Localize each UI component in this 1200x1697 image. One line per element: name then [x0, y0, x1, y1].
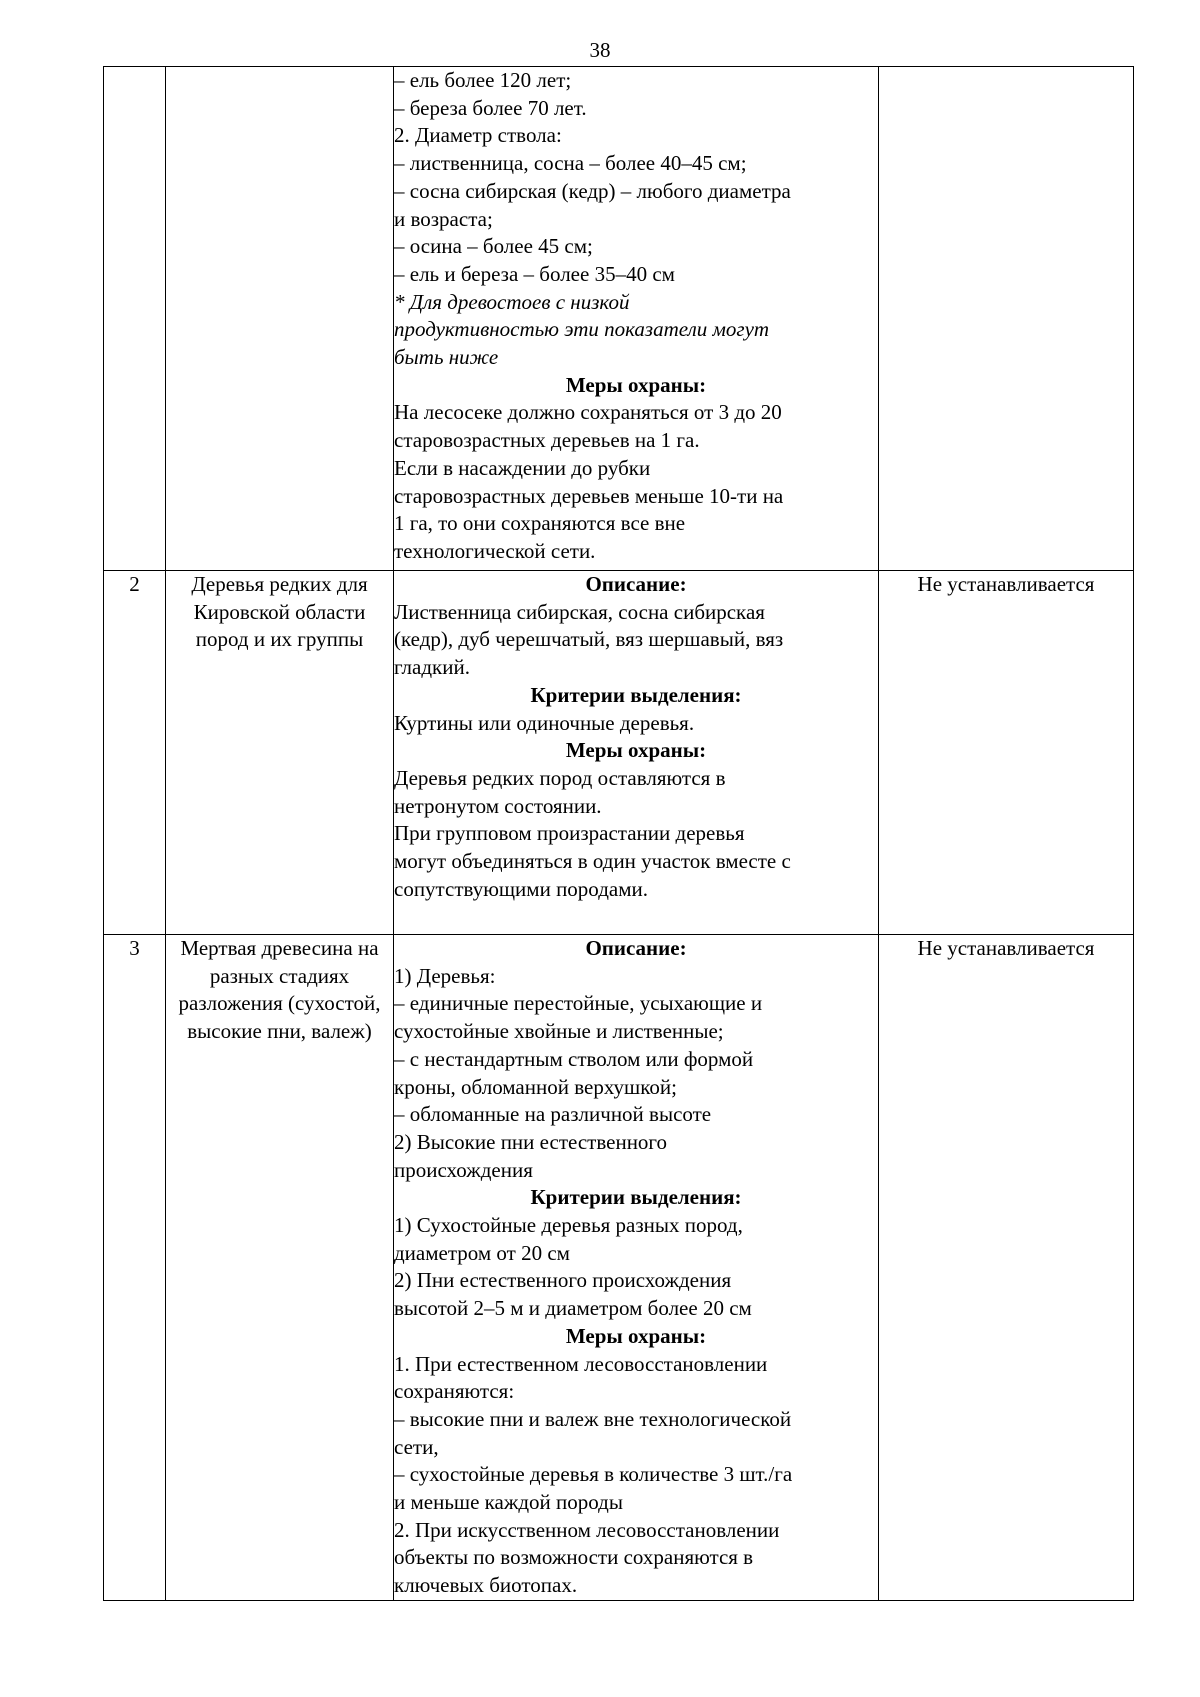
- description-line: – единичные перестойные, усыхающие и: [394, 991, 763, 1016]
- description-cell: [394, 571, 879, 935]
- section-heading: Описание:: [585, 936, 687, 960]
- description-line: высотой 2–5 м и диаметром более 20 см: [394, 1296, 752, 1321]
- description-line: 1 га, то они сохраняются все вне: [394, 511, 686, 536]
- description-cell: [394, 935, 879, 1601]
- row-number: [104, 67, 166, 571]
- description-cell: [394, 67, 879, 571]
- section-heading: Меры охраны:: [565, 372, 707, 397]
- description-line: – ель и береза – более 35–40 см: [394, 261, 675, 286]
- footnote-line: * Для древостоев с низкой: [394, 289, 630, 314]
- object-name: Деревья редких для Кировской области пород и их группы: [166, 571, 394, 935]
- description-line: Если в насаждении до рубки: [394, 455, 651, 480]
- description-line: – сосна сибирская (кедр) – любого диаметра: [394, 178, 791, 203]
- table-row: [104, 935, 1134, 1601]
- description-line: Куртины или одиночные деревья.: [394, 710, 695, 735]
- description-line: 1. При естественном лесовосстановлении: [394, 1351, 768, 1376]
- description-line: ключевых биотопах.: [394, 1573, 578, 1598]
- description-line: (кедр), дуб черешчатый, вяз шершавый, вяз: [394, 627, 784, 652]
- description-line: 2) Пни естественного происхождения: [394, 1268, 732, 1293]
- description-line: – лиственница, сосна – более 40–45 см;: [394, 151, 747, 176]
- description-line: – сухостойные деревья в количестве 3 шт./га: [394, 1462, 793, 1487]
- description-line: происхождения: [394, 1157, 533, 1182]
- description-line: технологической сети.: [394, 538, 596, 563]
- description-line: – осина – более 45 см;: [394, 234, 593, 259]
- table-row: [104, 67, 1134, 571]
- object-name: [166, 67, 394, 571]
- section-heading: Критерии выделения:: [530, 682, 742, 707]
- description-line: и меньше каждой породы: [394, 1490, 623, 1515]
- description-line: могут объединяться в один участок вместе с: [394, 849, 791, 874]
- page-number: 38: [589, 38, 611, 62]
- description-line: диаметром от 20 см: [394, 1240, 570, 1265]
- description-line: объекты по возможности сохраняются в: [394, 1545, 754, 1570]
- description-line: 1) Деревья:: [394, 963, 496, 988]
- description-line: нетронутом состоянии.: [394, 793, 602, 818]
- description-line: сети,: [394, 1434, 439, 1459]
- description-line: При групповом произрастании деревья: [394, 821, 745, 846]
- description-line: – ель более 120 лет;: [394, 68, 572, 92]
- age-limit: Не устанавливается: [879, 935, 1134, 1601]
- description-line: старовозрастных деревьев меньше 10-ти на: [394, 483, 784, 508]
- description-line: старовозрастных деревьев на 1 га.: [394, 428, 700, 453]
- description-line: 2. Диаметр ствола:: [394, 123, 562, 148]
- description-line: гладкий.: [394, 655, 470, 680]
- description-line: 2) Высокие пни естественного: [394, 1129, 668, 1154]
- section-heading: Меры охраны:: [565, 1323, 707, 1348]
- description-line: На лесосеке должно сохраняться от 3 до 20: [394, 400, 782, 425]
- table-row: [104, 571, 1134, 935]
- description-line: сохраняются:: [394, 1379, 515, 1404]
- description-line: – береза более 70 лет.: [394, 95, 587, 120]
- footnote-line: быть ниже: [394, 345, 499, 370]
- age-limit: Не устанавливается: [879, 571, 1134, 935]
- section-heading: Критерии выделения:: [530, 1185, 742, 1210]
- description-line: сухостойные хвойные и лиственные;: [394, 1019, 724, 1044]
- description-line: – высокие пни и валеж вне технологической: [394, 1406, 792, 1431]
- row-number: 2: [104, 571, 166, 935]
- description-line: сопутствующими породами.: [394, 876, 648, 901]
- row-number: 3: [104, 935, 166, 1601]
- footnote-line: продуктивностью эти показатели могут: [394, 317, 770, 342]
- description-line: 1) Сухостойные деревья разных пород,: [394, 1213, 743, 1238]
- description-line: – обломанные на различной высоте: [394, 1102, 712, 1127]
- age-limit: [879, 67, 1134, 571]
- description-line: – с нестандартным стволом или формой: [394, 1046, 754, 1071]
- description-line: кроны, обломанной верхушкой;: [394, 1074, 677, 1099]
- description-line: 2. При искусственном лесовосстановлении: [394, 1517, 780, 1542]
- object-name: Мертвая древесина на разных стадиях разложения (сухостой, высокие пни, валеж): [166, 935, 394, 1601]
- description-line: и возраста;: [394, 206, 493, 231]
- section-heading: Описание:: [585, 572, 687, 596]
- hcv-table: [103, 66, 1134, 1601]
- description-line: Деревья редких пород оставляются в: [394, 765, 726, 790]
- section-heading: Меры охраны:: [565, 738, 707, 763]
- description-line: Лиственница сибирская, сосна сибирская: [394, 599, 765, 624]
